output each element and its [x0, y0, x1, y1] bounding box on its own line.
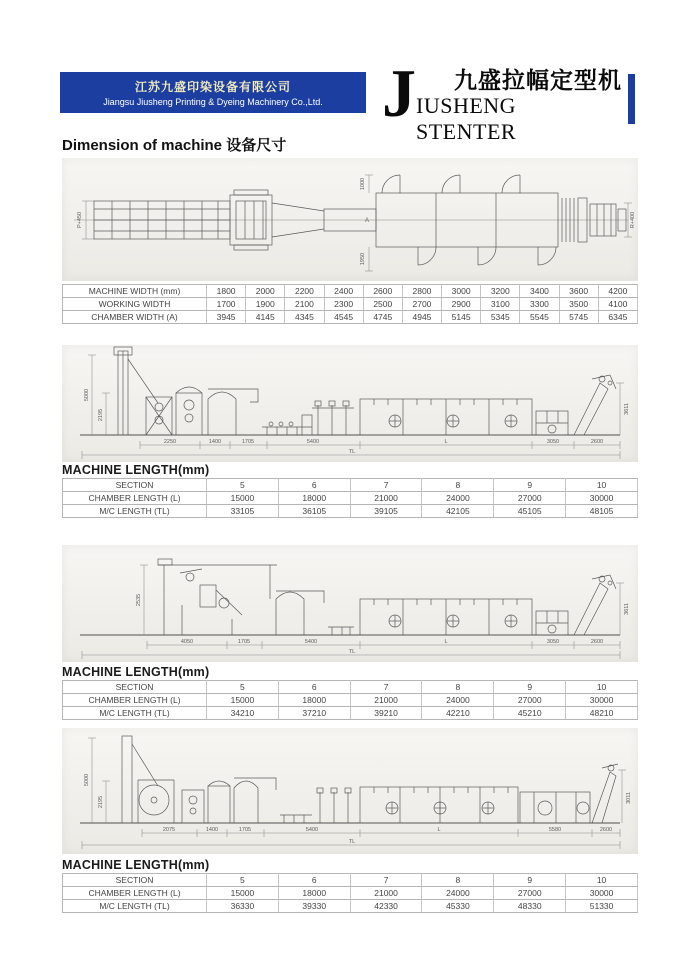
table-cell: 5745: [559, 311, 598, 324]
table-cell: 1900: [246, 298, 285, 311]
table-cell: 9: [494, 874, 566, 887]
dim-3611: 3611: [624, 403, 630, 415]
table-cell: 27000: [494, 492, 566, 505]
dim-2195: 2195: [98, 408, 104, 422]
dim-total: TL: [348, 839, 356, 845]
dim-total: TL: [348, 649, 356, 655]
table-row: [63, 707, 638, 720]
table-row: [63, 874, 638, 887]
table-row: [63, 681, 638, 694]
table-cell: 6: [278, 874, 350, 887]
page-title-en: Dimension of machine: [62, 137, 223, 154]
machine-length-heading-1: MACHINE LENGTH(mm): [62, 463, 210, 477]
accent-bar: [628, 74, 635, 124]
brand-block: [382, 55, 622, 144]
table-cell: 15000: [207, 694, 279, 707]
table-cell: 7: [350, 479, 422, 492]
table-cell: 39210: [350, 707, 422, 720]
row-label: MACHINE WIDTH (mm): [63, 285, 207, 298]
table-cell: 18000: [278, 887, 350, 900]
row-label: CHAMBER LENGTH (L): [63, 492, 207, 505]
dim-p450: P+450: [77, 211, 83, 229]
table-cell: 18000: [278, 694, 350, 707]
table-cell: 8: [422, 681, 494, 694]
table-cell: 8: [422, 874, 494, 887]
table-cell: 2800: [402, 285, 441, 298]
table-cell: 10: [566, 479, 638, 492]
page-title: [62, 134, 286, 155]
dim-1000: 1000: [360, 177, 366, 191]
table-cell: 2400: [324, 285, 363, 298]
table-cell: 30000: [566, 887, 638, 900]
width-table: [62, 284, 638, 324]
table-row: [63, 311, 638, 324]
table-cell: 34210: [207, 707, 279, 720]
row-label: M/C LENGTH (TL): [63, 707, 207, 720]
table-cell: 3400: [520, 285, 559, 298]
table-row: [63, 900, 638, 913]
table-cell: 37210: [278, 707, 350, 720]
table-cell: 18000: [278, 492, 350, 505]
table-cell: 48105: [566, 505, 638, 518]
brand-initial: J: [382, 55, 416, 131]
table-row: [63, 285, 638, 298]
table-cell: 2100: [285, 298, 324, 311]
machine-length-heading-3: MACHINE LENGTH(mm): [62, 858, 210, 872]
table-cell: 3945: [207, 311, 246, 324]
side-view-2-panel: [62, 545, 638, 662]
row-label: SECTION: [63, 479, 207, 492]
dim-1950: 1950: [360, 252, 366, 266]
table-cell: 45105: [494, 505, 566, 518]
table-cell: 4745: [363, 311, 402, 324]
dim-3611-b: 3611: [624, 603, 630, 615]
table-cell: 24000: [422, 694, 494, 707]
table-cell: 21000: [350, 887, 422, 900]
table-cell: 4545: [324, 311, 363, 324]
table-cell: 24000: [422, 492, 494, 505]
table-cell: 42330: [350, 900, 422, 913]
table-cell: 36105: [278, 505, 350, 518]
table-cell: 8: [422, 479, 494, 492]
table-cell: 33105: [207, 505, 279, 518]
dim-seg-1: 2250: [163, 439, 177, 445]
dim-seg-4: 5400: [306, 439, 320, 445]
dim-total: TL: [348, 449, 356, 455]
table-row: [63, 694, 638, 707]
table-cell: 5: [207, 681, 279, 694]
dim-seg-6: 5580: [548, 827, 562, 833]
dim-seg-5: L: [437, 827, 441, 833]
length-table-2: [62, 680, 638, 720]
table-cell: 39330: [278, 900, 350, 913]
top-view-diagram: [62, 158, 638, 281]
table-cell: 2200: [285, 285, 324, 298]
machine-length-heading-2: MACHINE LENGTH(mm): [62, 665, 210, 679]
table-cell: 30000: [566, 492, 638, 505]
dim-seg-7: 2600: [590, 439, 604, 445]
table-cell: 2900: [442, 298, 481, 311]
side-view-1-panel: [62, 345, 638, 462]
table-cell: 15000: [207, 492, 279, 505]
dim-seg-2: 1400: [208, 439, 222, 445]
table-cell: 4345: [285, 311, 324, 324]
table-cell: 2700: [402, 298, 441, 311]
company-banner: [60, 72, 366, 113]
company-name-en: Jiangsu Jiusheng Printing & Dyeing Machinery Co.,Ltd.: [103, 97, 323, 107]
table-cell: 9: [494, 479, 566, 492]
table-cell: 5345: [481, 311, 520, 324]
row-label: WORKING WIDTH: [63, 298, 207, 311]
side-view-3-diagram: [62, 728, 638, 854]
table-cell: 5545: [520, 311, 559, 324]
brand-titles: [416, 67, 622, 145]
table-cell: 30000: [566, 694, 638, 707]
side-view-1-diagram: [62, 345, 638, 462]
table-cell: 7: [350, 681, 422, 694]
table-cell: 5: [207, 874, 279, 887]
table-cell: 27000: [494, 887, 566, 900]
table-cell: 6: [278, 681, 350, 694]
table-cell: 3100: [481, 298, 520, 311]
label-a: A: [364, 218, 370, 224]
top-view-panel: [62, 158, 638, 281]
table-cell: 5145: [442, 311, 481, 324]
table-cell: 3300: [520, 298, 559, 311]
table-cell: 1700: [207, 298, 246, 311]
dim-seg-4: L: [444, 639, 448, 645]
dim-2195-b: 2195: [98, 795, 104, 809]
dim-seg-1: 2075: [162, 827, 176, 833]
table-cell: 45210: [494, 707, 566, 720]
dim-3011: 3011: [626, 792, 632, 804]
table-row: [63, 492, 638, 505]
table-cell: 45330: [422, 900, 494, 913]
company-name-cn: 江苏九盛印染设备有限公司: [134, 80, 291, 94]
table-cell: 42210: [422, 707, 494, 720]
table-row: [63, 298, 638, 311]
table-cell: 6: [278, 479, 350, 492]
dim-seg-6: 3050: [546, 439, 560, 445]
table-cell: 3200: [481, 285, 520, 298]
table-cell: 9: [494, 681, 566, 694]
table-row: [63, 887, 638, 900]
dim-seg-2: 1400: [205, 827, 219, 833]
table-cell: 48210: [566, 707, 638, 720]
row-label: M/C LENGTH (TL): [63, 900, 207, 913]
table-cell: 39105: [350, 505, 422, 518]
dim-seg-3: 1705: [238, 827, 252, 833]
row-label: CHAMBER LENGTH (L): [63, 887, 207, 900]
dim-seg-3: 5400: [304, 639, 318, 645]
table-cell: 5: [207, 479, 279, 492]
dim-r400: R+400: [630, 211, 636, 229]
table-cell: 21000: [350, 492, 422, 505]
row-label: SECTION: [63, 681, 207, 694]
table-cell: 2500: [363, 298, 402, 311]
table-cell: 42105: [422, 505, 494, 518]
table-cell: 3000: [442, 285, 481, 298]
table-cell: 36330: [207, 900, 279, 913]
side-view-2-diagram: [62, 545, 638, 662]
table-row: [63, 505, 638, 518]
dim-5000: 5000: [84, 388, 90, 402]
length-table-3: [62, 873, 638, 913]
table-cell: 7: [350, 874, 422, 887]
table-cell: 10: [566, 681, 638, 694]
dim-seg-1: 4050: [180, 639, 194, 645]
side-view-3-panel: [62, 728, 638, 854]
row-label: SECTION: [63, 874, 207, 887]
row-label: CHAMBER LENGTH (L): [63, 694, 207, 707]
table-cell: 4145: [246, 311, 285, 324]
table-cell: 27000: [494, 694, 566, 707]
dim-seg-7: 2600: [599, 827, 613, 833]
table-cell: 21000: [350, 694, 422, 707]
row-label: M/C LENGTH (TL): [63, 505, 207, 518]
table-row: [63, 479, 638, 492]
dim-2535: 2535: [136, 593, 142, 607]
table-cell: 1800: [207, 285, 246, 298]
table-cell: 3600: [559, 285, 598, 298]
table-cell: 51330: [566, 900, 638, 913]
table-cell: 10: [566, 874, 638, 887]
table-cell: 24000: [422, 887, 494, 900]
dim-5000-b: 5000: [84, 773, 90, 787]
dim-seg-4: 5400: [305, 827, 319, 833]
table-cell: 6345: [598, 311, 637, 324]
dim-seg-5: L: [444, 439, 448, 445]
brand-title-en: IUSHENG STENTER: [416, 93, 517, 144]
table-cell: 4100: [598, 298, 637, 311]
brand-title-cn: 九盛拉幅定型机: [454, 67, 622, 93]
dim-seg-2: 1705: [237, 639, 251, 645]
table-cell: 15000: [207, 887, 279, 900]
length-table-1: [62, 478, 638, 518]
table-cell: 4945: [402, 311, 441, 324]
table-cell: 2300: [324, 298, 363, 311]
page-title-cn: 设备尺寸: [226, 137, 287, 154]
row-label: CHAMBER WIDTH (A): [63, 311, 207, 324]
dim-seg-5: 3050: [546, 639, 560, 645]
dim-seg-6: 2600: [590, 639, 604, 645]
table-cell: 3500: [559, 298, 598, 311]
table-cell: 48330: [494, 900, 566, 913]
dim-seg-3: 1705: [241, 439, 255, 445]
table-cell: 2000: [246, 285, 285, 298]
table-cell: 2600: [363, 285, 402, 298]
table-cell: 4200: [598, 285, 637, 298]
